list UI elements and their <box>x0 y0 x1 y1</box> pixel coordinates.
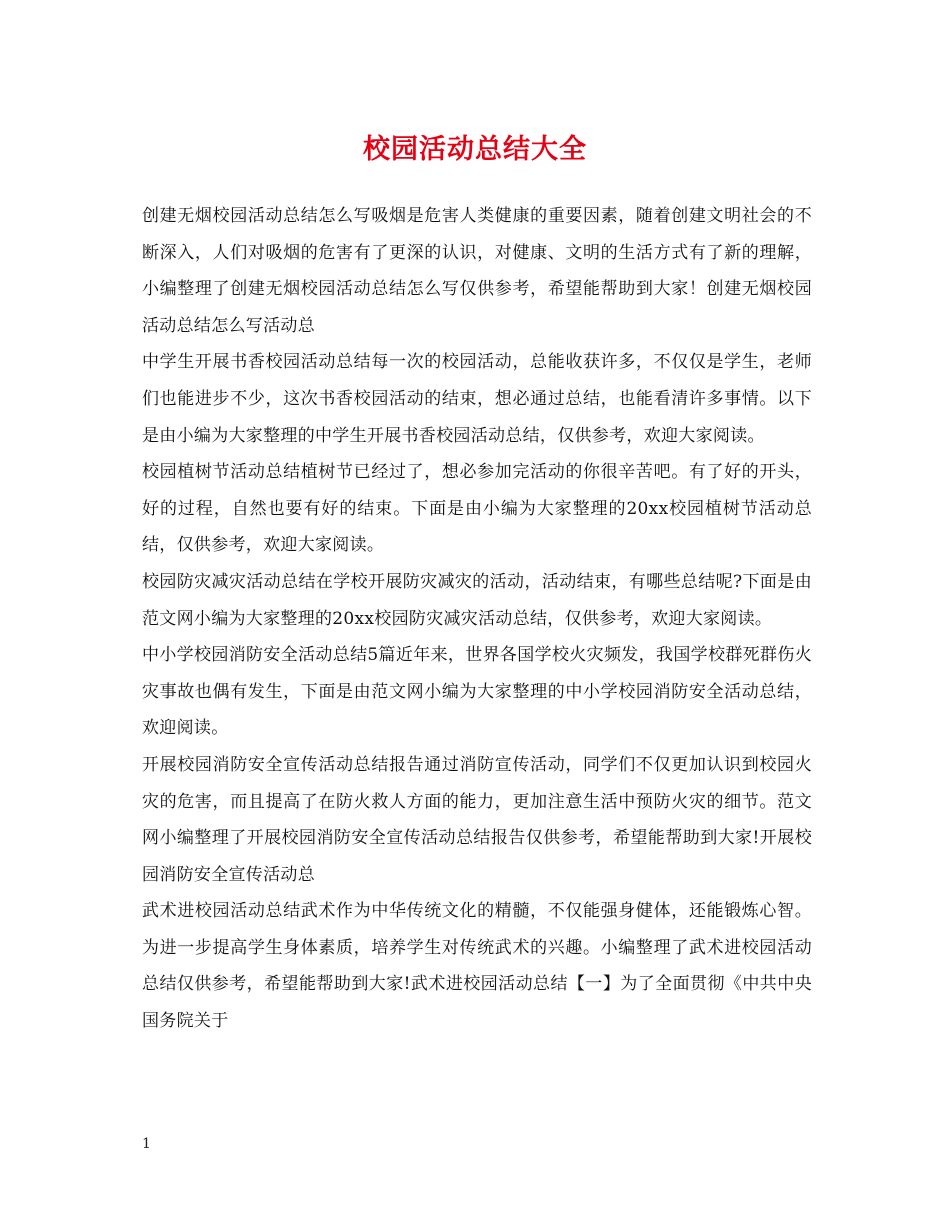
paragraph-fire-safety-publicity: 开展校园消防安全宣传活动总结报告通过消防宣传活动，同学们不仅更加认识到校园火灾的危害，而且提高了在防火救人方面的能力，更加注意生活中预防火灾的细节。范文网小编整理了开展校园消防安全宣传活动总结报告仅供参考，希望能帮助到大家!开展校园消防安全宣传活动总 <box>142 754 812 885</box>
paragraph-martial-arts: 武术进校园活动总结武术作为中华传统文化的精髓，不仅能强身健体，还能锻炼心智。为进一步提高学生身体素质，培养学生对传统武术的兴趣。小编整理了武术进校园活动总结仅供参考，希望能帮助到大家!武术进校园活动总结【一】为了全面贯彻《中共中央国务院关于 <box>142 901 812 1032</box>
page-number: 1 <box>142 1136 151 1152</box>
paragraph-arbor-day: 校园植树节活动总结植树节已经过了，想必参加完活动的你很辛苦吧。有了好的开头，好的过程，自然也要有好的结束。下面是由小编为大家整理的20xx校园植树节活动总结，仅供参考，欢迎大家阅读。 <box>142 462 812 556</box>
document-body <box>142 198 812 1040</box>
paragraph-disaster-prevention: 校园防灾减灾活动总结在学校开展防灾减灾的活动，活动结束，有哪些总结呢?下面是由范文网小编为大家整理的20xx校园防灾减灾活动总结，仅供参考，欢迎大家阅读。 <box>142 571 812 629</box>
paragraph-no-smoking-campus: 创建无烟校园活动总结怎么写吸烟是危害人类健康的重要因素，随着创建文明社会的不断深入，人们对吸烟的危害有了更深的认识，对健康、文明的生活方式有了新的理解，小编整理了创建无烟校园活动总结怎么写仅供参考，希望能帮助到大家！创建无烟校园活动总结怎么写活动总 <box>142 206 812 336</box>
paragraph-book-campus: 中学生开展书香校园活动总结每一次的校园活动，总能收获许多，不仅仅是学生，老师们也能进步不少，这次书香校园活动的结束，想必通过总结，也能看清许多事情。以下是由小编为大家整理的中学生开展书香校园活动总结，仅供参考，欢迎大家阅读。 <box>142 352 812 446</box>
document-title: 校园活动总结大全 <box>363 134 587 165</box>
paragraph-fire-safety: 中小学校园消防安全活动总结5篇近年来，世界各国学校火灾频发，我国学校群死群伤火灾事故也偶有发生，下面是由范文网小编为大家整理的中小学校园消防安全活动总结，欢迎阅读。 <box>142 645 812 739</box>
